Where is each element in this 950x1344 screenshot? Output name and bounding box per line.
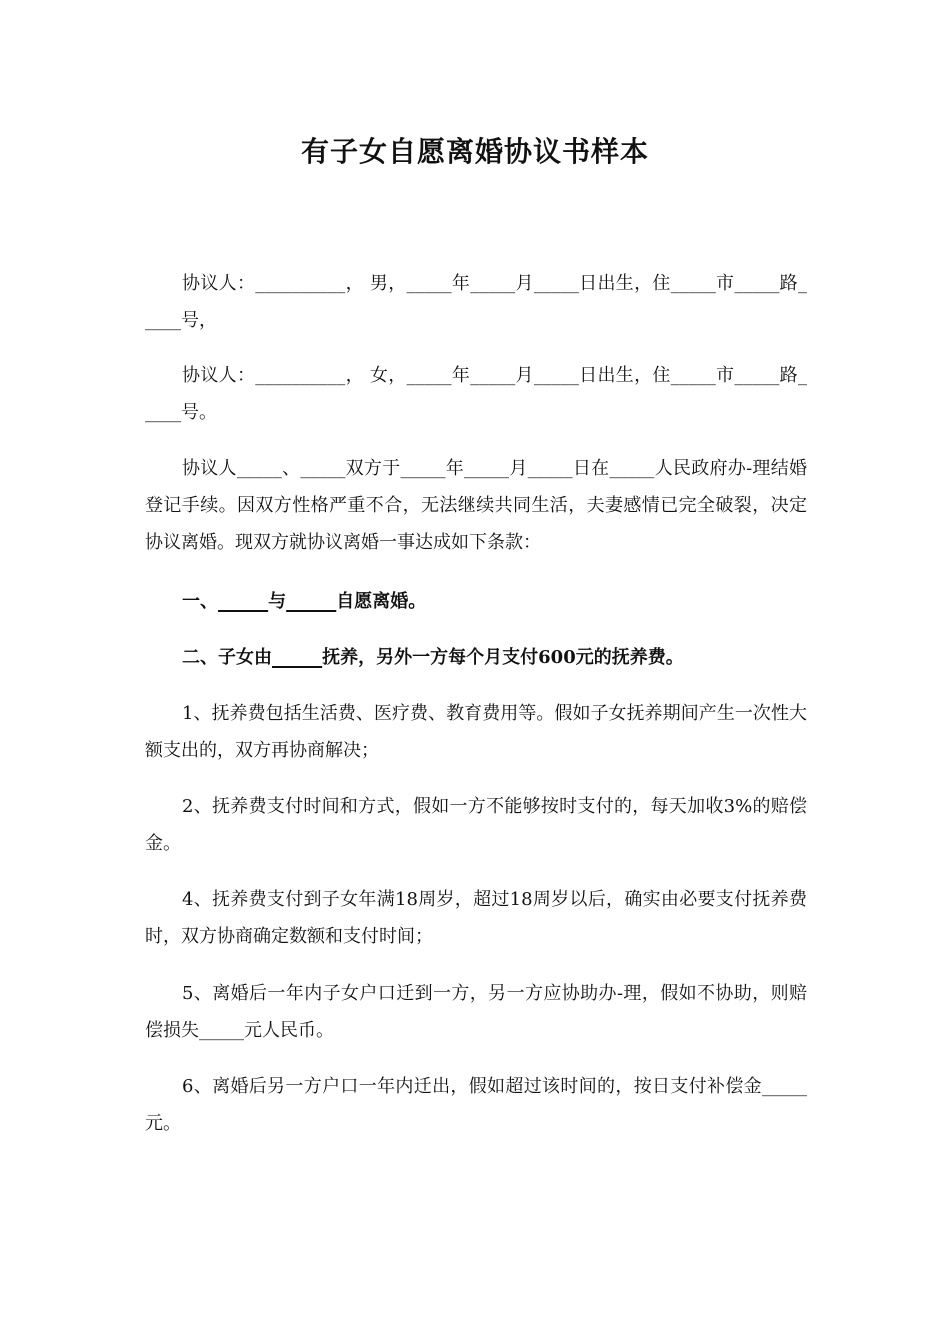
item2-paragraph: 2、抚养费支付时间和方式，假如一方不能够按时支付的，每天加收3%的赔偿金。: [145, 796, 807, 854]
item4-paragraph: 4、抚养费支付到子女年满18周岁，超过18周岁以后，确实由必要支付抚养费时，双方协商确定数额和支付时间；: [145, 889, 807, 947]
clause1-suffix: 自愿离婚。: [336, 591, 427, 612]
clause1-paragraph: [145, 583, 807, 620]
clause2-paragraph: [145, 639, 807, 676]
document-title: 有子女自愿离婚协议书样本: [300, 135, 649, 168]
party1-paragraph: 协议人：__________， 男，_____年_____月_____日出生，住_____市_____路_____号，: [145, 273, 807, 331]
clause1-blank2: [286, 591, 336, 612]
clause2-blank: [272, 647, 322, 668]
clause1-blank1: [218, 591, 268, 612]
party2-paragraph: 协议人：__________， 女，_____年_____月_____日出生，住_____市_____路_____号。: [145, 365, 807, 423]
clause2-suffix: 抚养，另外一方每个月支付600元的抚养费。: [322, 647, 684, 668]
clause1-mid: 与: [268, 591, 287, 612]
item1-paragraph: 1、抚养费包括生活费、医疗费、教育费用等。假如子女抚养期间产生一次性大额支出的，双方再协商解决；: [145, 703, 807, 761]
item6-paragraph: 6、离婚后另一方户口一年内迁出，假如超过该时间的，按日支付补偿金_____元。: [145, 1076, 807, 1134]
item5-paragraph: 5、离婚后一年内子女户口迁到一方，另一方应协助办-理，假如不协助，则赔偿损失_____元人民币。: [145, 983, 807, 1041]
clause1-prefix: 一、: [182, 591, 218, 612]
clause2-prefix: 二、子女由: [182, 647, 272, 668]
intro-paragraph: 协议人_____、_____双方于_____年_____月_____日在_____人民政府办-理结婚登记手续。因双方性格严重不合，无法继续共同生活，夫妻感情已完全破裂，决定协议离婚。现双方就协议离婚一事达成如下条款：: [145, 458, 807, 553]
